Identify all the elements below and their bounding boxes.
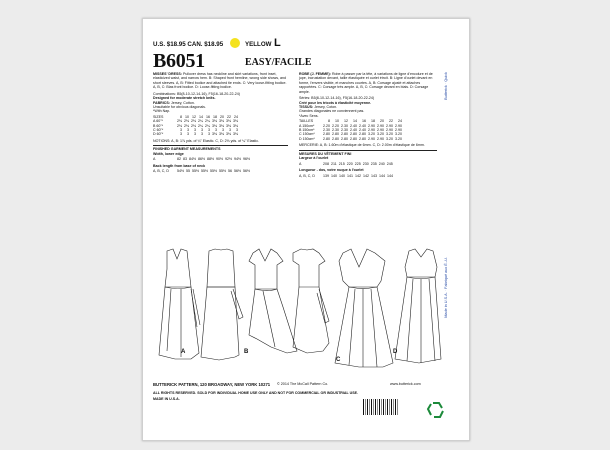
description-en — [153, 72, 288, 90]
easy-label: EASY/FACILE — [245, 57, 312, 68]
fabrics-label-fr: TISSUS: — [299, 105, 314, 110]
yardage-row-fr: D 150cm* 2.80 2.80 2.80 2.80 2.80 2.90 2.90 3.20 3.20 — [299, 136, 402, 141]
view-label-d: D — [393, 349, 398, 355]
divider — [299, 150, 437, 151]
view-a-front-drawing — [159, 249, 200, 359]
with-nap-en: *With Nap. — [153, 109, 171, 114]
width-table-en — [153, 157, 252, 161]
notions-fr: MERCERIE: A, B: 1.60m d'élastique de 6mm. C, D: 2.00m d'élastique de 6mm. — [299, 143, 425, 148]
back-table-en — [153, 169, 252, 173]
width-row-en: A 82 83 84½ 86½ 88½ 90½ 92½ 94½ 96½ — [153, 157, 250, 162]
series-fr: Séries: B5(8-10-12-14-16), F5(16-18-20-22-24) — [299, 96, 375, 101]
divider — [153, 145, 288, 146]
unsuitable-en: Unsuitable for obvious diagonals. — [153, 105, 206, 110]
garment-illustrations — [153, 247, 443, 371]
designed-fr: Créé pour les tricots à élasticité moyenne. — [299, 100, 372, 105]
yardage-row-en: C 60"* 3 3 3 3 3 3 3 3 3 — [153, 128, 238, 133]
view-label-a: A — [181, 349, 186, 355]
pattern-code: B6051 — [153, 50, 205, 72]
back-label-en: Back length from base of neck — [153, 163, 206, 168]
fabrics-text-fr: Jersey, Coton. — [314, 105, 338, 110]
description-fr — [299, 72, 437, 94]
recycle-icon — [425, 399, 447, 421]
description-text-en: Pullover dress has neckline and skirt variations, front inset, elasticized waist, and narrow hem. B: Shaped front hemline, wrong side shows, and short sleeves. A, B: Fitted bodice and attached tie ends. C: Very loose-fitting bodice. A, B, C: Bias front bodice. D: Loose-fitting bodice. — [153, 72, 287, 90]
yardage-table-en — [153, 115, 240, 137]
back-row-fr: A, B, C, D 139 140 140 141 142 142 143 144 144 — [299, 173, 393, 178]
description-title-fr: ROBE (J. FEMME): — [299, 72, 331, 76]
width-label-fr: Largeur à l'ourlet — [299, 156, 329, 161]
side-text-top: Butterick · Quick — [444, 72, 448, 100]
width-row-fr: A 208 211 215 220 225 230 235 240 245 — [299, 161, 393, 166]
yardage-row-fr: A 150cm* 2.20 2.20 2.30 2.40 2.40 2.90 2.90 2.90 2.90 — [299, 123, 402, 128]
unsuitable-fr: Grandes diagonales ne conviennent pas. — [299, 109, 365, 114]
with-nap-fr: *Avec Sens. — [299, 113, 319, 118]
width-label-en: Width, lower edge — [153, 151, 184, 156]
yardage-row-fr: B 150cm* 2.30 2.30 2.30 2.40 2.40 2.90 2.90 2.90 2.90 — [299, 128, 402, 133]
fabrics-text-en: Jersey, Cotton. — [170, 100, 195, 105]
yardage-row-en: A 60"* 2⅛ 2⅛ 2⅛ 2¼ 2¼ 3⅛ 3⅛ 3⅛ 3⅛ — [153, 119, 238, 124]
view-b-back-drawing — [293, 249, 329, 353]
yellow-dot-icon — [230, 38, 240, 48]
back-table-fr — [299, 174, 395, 178]
copyright: © 2014 The McCall Pattern Co. — [277, 382, 329, 386]
french-column — [299, 72, 437, 180]
rights-notice: ALL RIGHTS RESERVED. SOLD FOR INDIVIDUAL HOME USE ONLY AND NOT FOR COMMERCIAL OR INDUSTRIAL USE. — [153, 391, 358, 395]
size-header-en: SIZES 8 10 12 14 16 18 20 22 24 — [153, 114, 238, 119]
view-label-c: C — [336, 357, 341, 363]
view-c-front-drawing — [335, 249, 393, 367]
view-d-front-drawing — [395, 249, 441, 363]
size-letter: L — [274, 37, 281, 49]
size-header-fr: TAILLES 8 10 12 14 16 18 20 22 24 — [299, 119, 402, 124]
finished-title-fr: MESURES DU VÊTEMENT FINI — [299, 151, 352, 156]
pattern-envelope-back — [142, 18, 470, 441]
yardage-table-fr — [299, 119, 404, 141]
designed-en: Designed for moderate stretch knits. — [153, 96, 216, 101]
back-label-fr: Longueur - dos, votre nuque à l'ourlet — [299, 168, 364, 173]
combinations-en: Combinations: B5(8-10-12-14-16), F5(16-18-20-22-24) — [153, 91, 240, 96]
publisher-address: BUTTERICK PATTERN, 120 BROADWAY, NEW YORK 10271 — [153, 382, 271, 387]
notions-en: NOTIONS: A, B: 1⅞ yds. of ¼" Elastic. C, D: 2⅛ yds. of ¼" Elastic. — [153, 138, 260, 143]
barcode-icon — [363, 399, 399, 415]
view-label-b: B — [244, 349, 249, 355]
width-table-fr — [299, 162, 395, 166]
color-label: YELLOW — [245, 41, 272, 48]
finished-title-en: FINISHED GARMENT MEASUREMENTS — [153, 147, 221, 152]
view-a-back-drawing — [201, 249, 243, 360]
yardage-row-en: B 60"* 2⅛ 2⅛ 2⅛ 2¼ 2¼ 3⅛ 3⅛ 3⅛ 3⅛ — [153, 123, 238, 128]
back-row-en: A, B, C, D 54½ 55 55½ 55½ 55½ 55½ 56 56½ 56½ — [153, 169, 250, 174]
fabrics-label-en: FABRICS: — [153, 100, 170, 105]
footer — [153, 382, 459, 401]
english-column — [153, 72, 288, 176]
description-text-fr: Robe à passer par la tête, à variations de ligne d'encolure et de jupe, incrustation devant, taille élastiquée et ourlet étroit. B: Ligne d'ourlet devant en forme, l'envers visible, et manches courtes. A, B: Corsage ajusté et attaches rapportées. C: Corsage très ample. A, B, C: Corsage devant en biais. D: Corsage ample. — [299, 72, 433, 94]
price: U.S. $18.95 CAN. $18.95 — [153, 41, 224, 48]
description-title-en: MISSES' DRESS: — [153, 72, 183, 76]
yardage-row-en: D 60"* 3 3 3 3 3 3⅛ 3⅛ 3⅛ 3⅛ — [153, 132, 238, 137]
made-in: MADE IN U.S.A. — [153, 397, 180, 401]
view-b-front-drawing — [249, 249, 297, 353]
yardage-row-fr: C 150cm* 2.80 2.80 2.80 2.80 2.80 3.20 3.20 3.20 3.20 — [299, 132, 402, 137]
website: www.butterick.com — [390, 382, 421, 386]
side-text-bottom: Made in U.S.A. · Fabriqué aux É.-U. — [444, 257, 448, 318]
